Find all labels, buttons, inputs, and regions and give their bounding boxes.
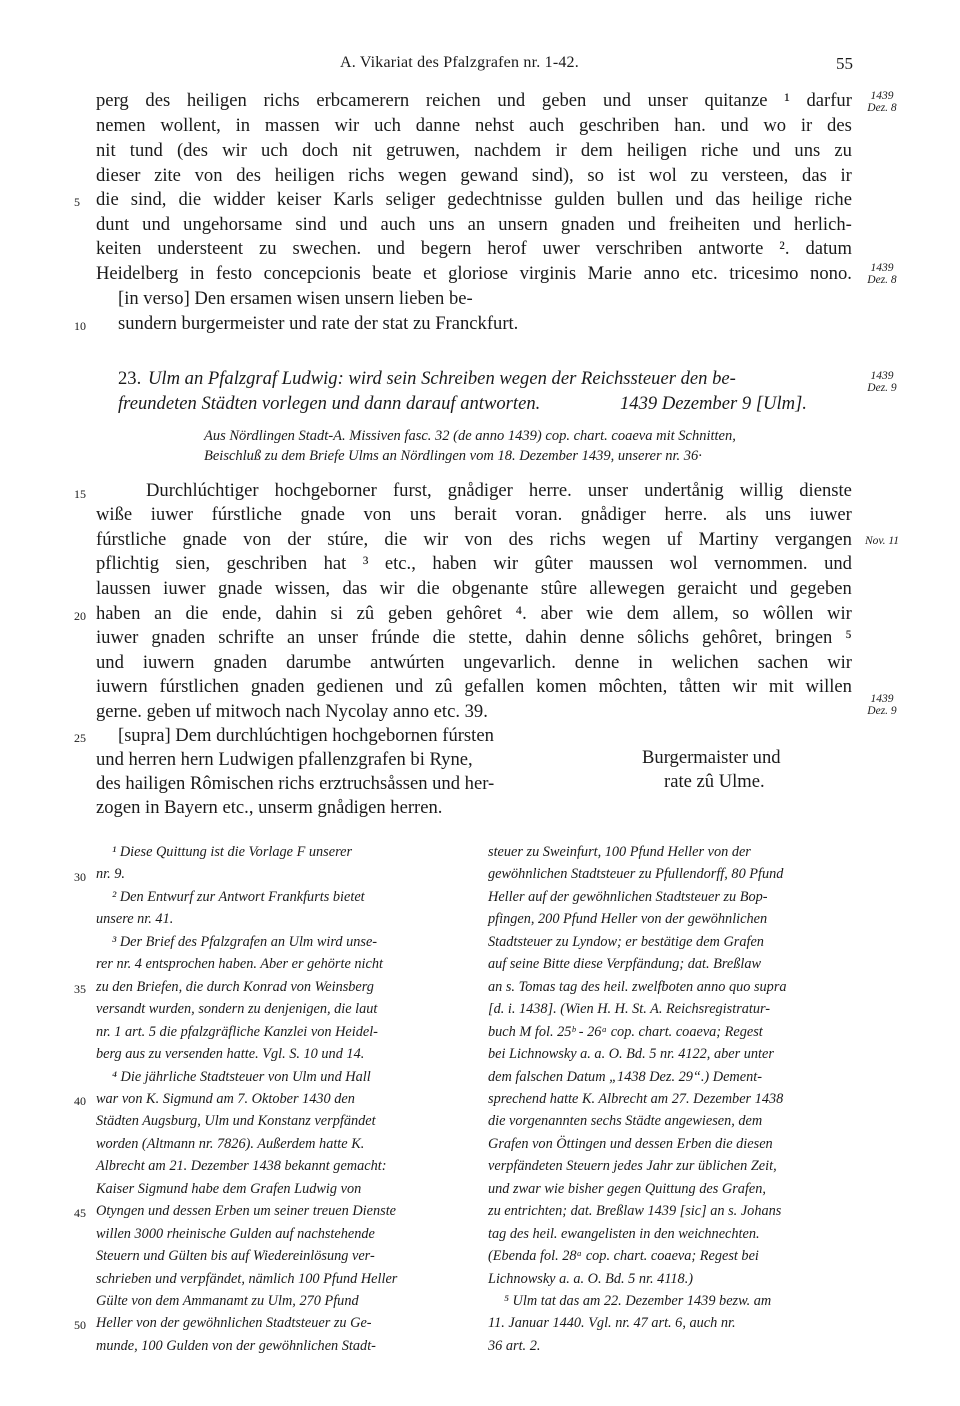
margin-note: Nov. 11 [864, 535, 900, 547]
footnote-right-line: [d. i. 1438]. (Wien H. H. St. A. Reichsregistratur- [488, 1001, 771, 1018]
document-title-line-2: freundeten Städten vorlegen und dann darauf antworten. [118, 393, 541, 414]
address-line: [supra] Dem durchlúchtigen hochgebornen fúrsten [118, 725, 494, 746]
doc22-line-1: perg des heiligen richs erbcamerern reichen und geben und unser quitanze ¹ darfur [96, 90, 852, 111]
footnote-right-line: an s. Tomas tag des heil. zwelfboten anno quo supra [488, 978, 787, 995]
document-date: 1439 Dezember 9 [Ulm]. [620, 393, 807, 414]
margin-date: 1439 Dez. 9 [867, 370, 897, 394]
footnote-left-line: Kaiser Sigmund habe dem Grafen Ludwig von [96, 1180, 362, 1197]
footnote-right-line: Stadtsteuer zu Lyndow; er bestätige dem Grafen [488, 933, 764, 950]
address-line: zogen in Bayern etc., unserm gnådigen herren. [96, 797, 443, 818]
footnote-left-line: versandt wurden, sondern zu denjenigen, die laut [96, 1001, 378, 1018]
footnote-right-line: verpfändeten Steuern jedes Jahr zur üblichen Zeit, [488, 1158, 777, 1175]
document-title-line-1: Ulm an Pfalzgraf Ludwig: wird sein Schreiben wegen der Reichssteuer den be- [148, 368, 736, 389]
doc22-line-9: [in verso] Den ersamen wisen unsern lieben be- [118, 288, 473, 309]
page-number: 55 [836, 54, 853, 73]
footnote-right-line: gewöhnlichen Stadtsteuer zu Pfullendorff, 80 Pfund [488, 866, 784, 883]
doc22-line-6: dunt und ungehorsame sind und auch uns an unsern gnaden und freiheiten und herlich- [96, 214, 852, 235]
source-note-line-1: Aus Nördlingen Stadt-A. Missiven fasc. 32 (de anno 1439) cop. chart. coaeva mit Schnitten, [204, 428, 736, 444]
footnote-left-line: schrieben und verpfändet, nämlich 100 Pfund Heller [96, 1270, 398, 1287]
footnote-left-line: Gülte von dem Ammanamt zu Ulm, 270 Pfund [96, 1293, 359, 1309]
line-number: 40 [74, 1094, 86, 1108]
footnote-left-line: rer nr. 4 entsprochen haben. Aber er gehörte nicht [96, 956, 383, 973]
footnote-left-line: Städten Augsburg, Ulm und Konstanz verpfändet [96, 1113, 376, 1130]
footnote-left-line: unsere nr. 41. [96, 911, 174, 928]
footnote-left-line: willen 3000 rheinische Gulden auf nachstehende [96, 1225, 375, 1242]
doc22-line-5: die sind, die widder keiser Karls seliger gedechtnisse gulden bullen und das heilige riche [96, 189, 852, 210]
footnote-left-line: nr. 9. [96, 866, 125, 883]
footnote-right-line: Heller auf der gewöhnlichen Stadtsteuer zu Bop- [488, 888, 768, 905]
footnote-right-line: pfingen, 200 Pfund Heller von der gewöhnlichen [488, 911, 768, 928]
footnote-left-line: munde, 100 Gulden von der gewöhnlichen Stadt- [96, 1337, 376, 1354]
doc22-line-3: nit tund (des wir uch doch nit getruwen, nachdem ir dem heiligen riche und uns zu [96, 140, 852, 161]
source-note-line-2: Beischluß zu dem Briefe Ulms an Nördlingen vom 18. Dezember 1439, unserer nr. 36· [204, 448, 702, 464]
footnote-left-line: ³ Der Brief des Pfalzgrafen an Ulm wird unse- [112, 933, 378, 950]
footnote-right-line: 36 art. 2. [488, 1337, 541, 1354]
footnote-right-line: tag des heil. ewangelisten in den weichnechten. [488, 1225, 760, 1242]
footnote-right-line: und zwar wie bisher gegen Quittung des Grafen, [488, 1180, 766, 1197]
running-title: A. Vikariat des Pfalzgrafen nr. 1-42. [340, 54, 579, 71]
footnote-left-line: ⁴ Die jährliche Stadtsteuer von Ulm und Hall [112, 1068, 371, 1085]
document-number: 23. [118, 368, 142, 389]
footnote-left-line: nr. 1 art. 5 die pfalzgräfliche Kanzlei von Heidel- [96, 1023, 378, 1040]
footnote-left-line: worden (Altmann nr. 7826). Außerdem hatte K. [96, 1135, 365, 1152]
margin-date: 1439 Dez. 8 [867, 262, 897, 286]
footnote-left-line: Albrecht am 21. Dezember 1438 bekannt gemacht: [96, 1158, 387, 1175]
doc22-line-8: Heidelberg in festo concepcionis beate et gloriose virginis Marie anno etc. tricesimo nono. [96, 263, 852, 284]
footnote-left-line: ² Den Entwurf zur Antwort Frankfurts bietet [112, 888, 365, 905]
footnote-right-line: dem falschen Datum „1438 Dez. 29“.) Dement- [488, 1068, 762, 1085]
signature-line: Burgermaister und [642, 747, 781, 768]
doc22-line-10: sundern burgermeister und rate der stat zu Franckfurt. [118, 313, 519, 334]
footnote-left-line: zu den Briefen, die durch Konrad von Weinsberg [96, 978, 374, 995]
line-number: 15 [74, 487, 86, 501]
footnote-right-line: Lichnowsky a. a. O. Bd. 5 nr. 4118.) [488, 1270, 694, 1287]
footnote-right-line: ⁵ Ulm tat das am 22. Dezember 1439 bezw. am [504, 1293, 772, 1309]
footnote-right-line: steuer zu Sweinfurt, 100 Pfund Heller von der [488, 844, 751, 860]
line-number: 20 [74, 609, 86, 623]
line-number: 30 [74, 870, 86, 884]
footnote-right-line: buch M fol. 25ᵇ - 26ᵃ cop. chart. coaeva; Regest [488, 1023, 763, 1040]
line-number: 5 [74, 195, 80, 209]
margin-date: 1439 Dez. 9 [867, 693, 897, 717]
doc23-line-6: haben an die ende, dahin si zû geben gehôret ⁴. aber wie dem allem, so wôllen wir [96, 603, 852, 624]
footnote-right-line: Grafen von Öttingen und dessen Erben die diesen [488, 1135, 773, 1152]
footnote-left-line: Otyngen und dessen Erben um seiner treuen Dienste [96, 1203, 397, 1220]
footnote-right-line: auf seine Bitte diese Verpfändung; dat. Breßlaw [488, 956, 762, 973]
address-line: des hailigen Rômischen richs erztruchsåssen und her- [96, 773, 495, 794]
doc23-line-8: und iuwern gnaden darumbe antwúrten ungevarlich. denne in welichen sachen wir [96, 652, 852, 673]
line-number: 45 [74, 1206, 86, 1220]
doc23-line-10: gerne. geben uf mitwoch nach Nycolay anno etc. 39. [96, 701, 488, 722]
doc22-line-7: keiten understeent zu swechen. und begern herof uwer verschriben antworte ². datum [96, 238, 852, 259]
doc23-line-3: fúrstliche gnade von der stúre, die wir von des richs wegen uf Martiny vergangen [96, 529, 852, 550]
line-number: 10 [74, 319, 86, 333]
footnote-right-line: zu entrichten; dat. Breßlaw 1439 [sic] an s. Johans [488, 1203, 782, 1220]
footnote-left-line: Steuern und Gülten bis auf Wiedereinlösung ver- [96, 1248, 375, 1265]
doc23-line-9: iuwern fúrstlichen gnaden gedienen und zû gefallen komen môchten, tåtten wir mit willen [96, 676, 852, 697]
margin-date: 1439 Dez. 8 [867, 90, 897, 114]
line-number: 25 [74, 731, 86, 745]
footnote-right-line: bei Lichnowsky a. a. O. Bd. 5 nr. 4122, aber unter [488, 1046, 774, 1063]
line-number: 50 [74, 1318, 86, 1332]
address-line: und herren hern Ludwigen pfallenzgrafen bi Ryne, [96, 749, 473, 770]
signature-line: rate zû Ulme. [664, 771, 765, 792]
footnote-left-line: Heller von der gewöhnlichen Stadtsteuer zu Ge- [96, 1315, 372, 1332]
footnote-left-line: berg aus zu versenden hatte. Vgl. S. 10 und 14. [96, 1046, 365, 1063]
doc23-line-1: Durchlúchtiger hochgeborner furst, gnådiger herre. unser undertånig willig dienste [146, 480, 852, 501]
footnote-right-line: die vorgenannten sechs Städte angewiesen, dem [488, 1113, 763, 1130]
doc22-line-2: nemen wollent, in massen wir uch danne nehst auch geschriben han. und wo ir des [96, 115, 852, 136]
doc23-line-7: iuwer gnaden schrifte an unser frúnde die stette, dahin denne sôlichs gehôret, bringen ⁵ [96, 627, 852, 648]
doc22-line-4: dieser zite von des heiligen richs wegen gewand sind), so ist wol zu versteen, das ir [96, 165, 852, 186]
doc23-line-4: pflichtig sien, geschriben hat ³ etc., haben wir gûter maussen wol vernommen. und [96, 553, 852, 574]
doc23-line-2: wiße iuwer fúrstliche gnade von uns berait voran. gnådiger herre. als uns iuwer [96, 504, 852, 525]
footnote-left-line: war von K. Sigmund am 7. Oktober 1430 den [96, 1090, 355, 1107]
footnote-right-line: sprechend hatte K. Albrecht am 27. Dezember 1438 [488, 1090, 784, 1107]
line-number: 35 [74, 982, 86, 996]
footnote-right-line: 11. Januar 1440. Vgl. nr. 47 art. 6, auch nr. [488, 1315, 736, 1332]
footnote-left-line: ¹ Diese Quittung ist die Vorlage F unserer [112, 844, 353, 860]
doc23-line-5: laussen iuwer gnade wissen, das wir die obgenante stûre allewegen geraicht und gegeben [96, 578, 852, 599]
footnote-right-line: (Ebenda fol. 28ᵃ cop. chart. coaeva; Regest bei [488, 1248, 759, 1265]
